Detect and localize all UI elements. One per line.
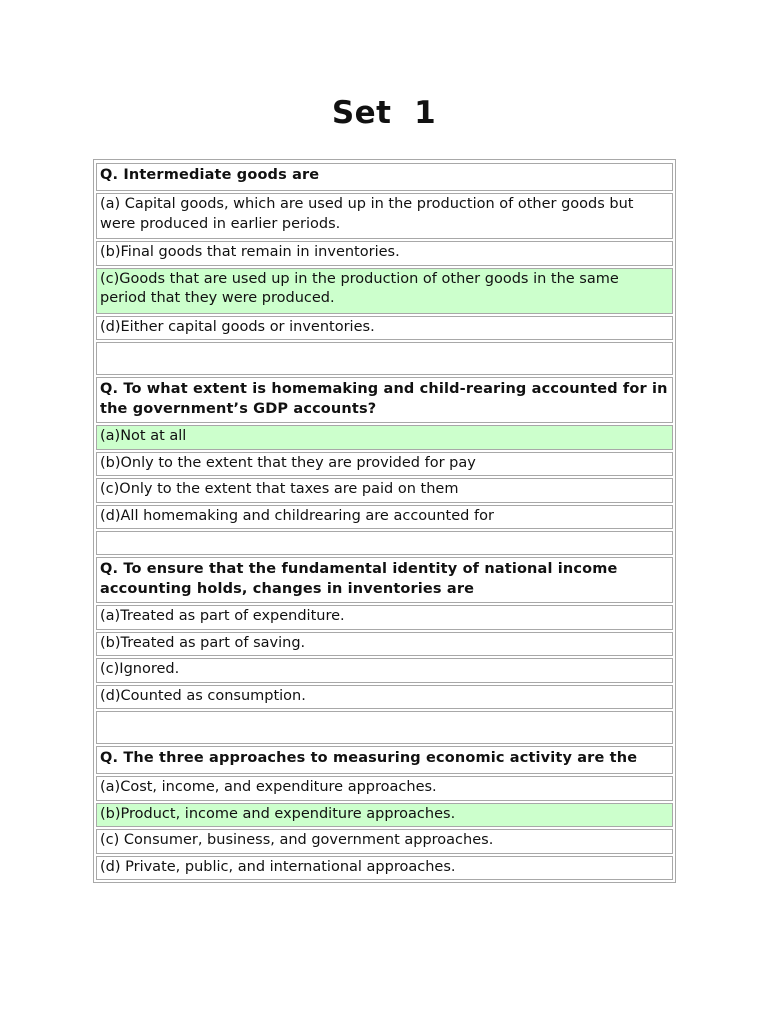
q3-option-d: (d)Counted as consumption. xyxy=(96,685,673,710)
question-3: Q. To ensure that the fundamental identity of national income accounting holds, changes in inventories are xyxy=(96,557,673,603)
question-4: Q. The three approaches to measuring economic activity are the xyxy=(96,746,673,774)
q3-option-c: (c)Ignored. xyxy=(96,658,673,683)
q4-option-a: (a)Cost, income, and expenditure approaches. xyxy=(96,776,673,801)
q1-option-a: (a) Capital goods, which are used up in the production of other goods but were produced in earlier periods. xyxy=(96,193,673,239)
page-title: Set 1 xyxy=(331,95,437,131)
q3-option-b: (b)Treated as part of saving. xyxy=(96,632,673,657)
quiz-table xyxy=(93,159,676,883)
q2-option-c: (c)Only to the extent that taxes are paid on them xyxy=(96,478,673,503)
q4-option-d: (d) Private, public, and international approaches. xyxy=(96,856,673,881)
q1-option-b: (b)Final goods that remain in inventories. xyxy=(96,241,673,266)
q3-option-a: (a)Treated as part of expenditure. xyxy=(96,605,673,630)
spacer-row xyxy=(96,711,673,744)
spacer-row xyxy=(96,531,673,555)
question-1: Q. Intermediate goods are xyxy=(96,163,673,191)
q2-option-d: (d)All homemaking and childrearing are accounted for xyxy=(96,505,673,530)
q1-option-c-correct: (c)Goods that are used up in the production of other goods in the same period that they were produced. xyxy=(96,268,673,314)
spacer-row xyxy=(96,342,673,375)
question-2: Q. To what extent is homemaking and child-rearing accounted for in the government’s GDP accounts? xyxy=(96,377,673,423)
q2-option-b: (b)Only to the extent that they are provided for pay xyxy=(96,452,673,477)
q1-option-d: (d)Either capital goods or inventories. xyxy=(96,316,673,341)
q4-option-b-correct: (b)Product, income and expenditure approaches. xyxy=(96,803,673,828)
q2-option-a-correct: (a)Not at all xyxy=(96,425,673,450)
q4-option-c: (c) Consumer, business, and government approaches. xyxy=(96,829,673,854)
